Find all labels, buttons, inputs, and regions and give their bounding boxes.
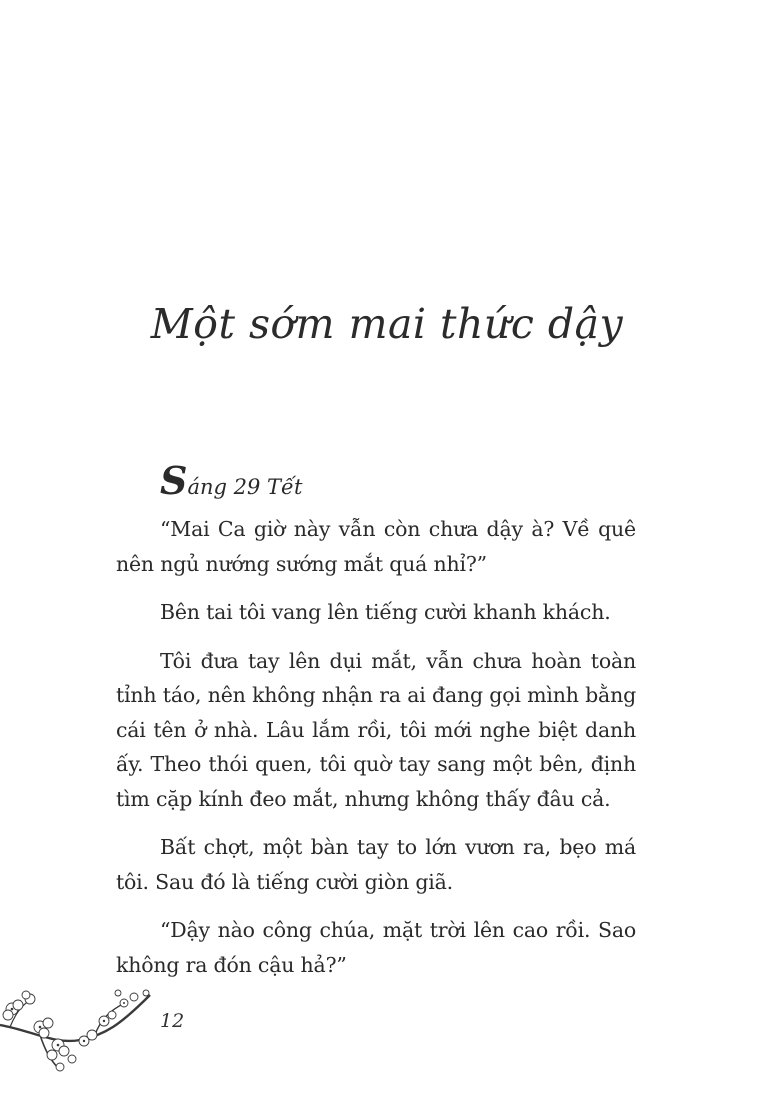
paragraph: Bất chợt, một bàn tay to lớn vươn ra, bẹo má tôi. Sau đó là tiếng cười giòn giã.: [116, 835, 636, 894]
blossom-branch-icon: [0, 985, 160, 1075]
page-number: 12: [160, 1010, 185, 1032]
date-heading: [160, 460, 636, 508]
date-initial: S: [160, 458, 188, 503]
paragraph: Bên tai tôi vang lên tiếng cười khanh khách.: [160, 600, 611, 624]
body-text: [116, 460, 636, 996]
paragraph: Tôi đưa tay lên dụi mắt, vẫn chưa hoàn toàn tỉnh táo, nên không nhận ra ai đang gọi mình bằng cái tên ở nhà. Lâu lắm rồi, tôi mới nghe biệt danh ấy. Theo thói quen, tôi quờ tay sang một bên, định tìm cặp kính đeo mắt, nhưng không thấy đâu cả.: [116, 648, 636, 811]
paragraph: “Mai Ca giờ này vẫn còn chưa dậy à? Về quê nên ngủ nướng sướng mắt quá nhỉ?”: [116, 517, 636, 576]
paragraph: “Dậy nào công chúa, mặt trời lên cao rồi. Sao không ra đón cậu hả?”: [116, 918, 636, 977]
date-text: áng 29 Tết: [187, 475, 303, 499]
chapter-title: Một sớm mai thức dậy: [150, 300, 624, 348]
